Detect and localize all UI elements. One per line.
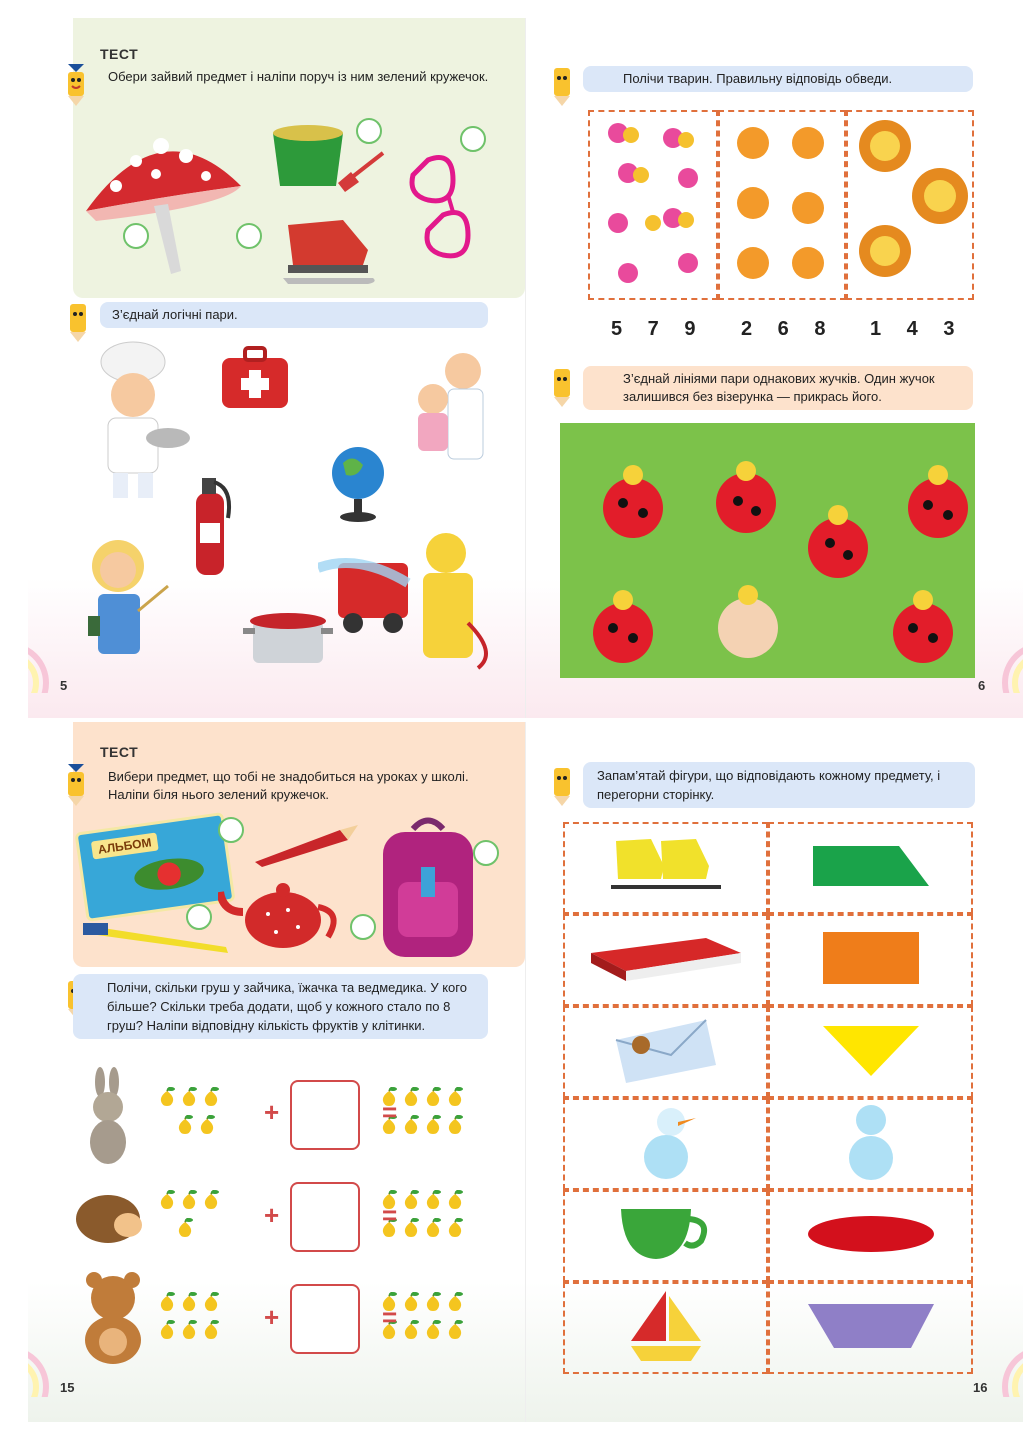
shape-cell: [768, 822, 973, 914]
pear-icon: [180, 1320, 198, 1340]
sticker-circle[interactable]: [218, 817, 244, 843]
red-pencil-icon: [250, 822, 360, 867]
page-gutter: [525, 18, 526, 718]
glasses-icon: [408, 150, 498, 270]
task-instruction: Обери зайвий предмет і наліпи поруч із ним зелений кружечок.: [108, 69, 489, 84]
pear-icon: [424, 1218, 442, 1238]
corner-flower-icon: [993, 1347, 1023, 1397]
object-cell: [563, 1098, 768, 1190]
task-instruction: З’єднай лініями пари однакових жучків. Один жучок залишився без візерунка — прикрась його.: [583, 366, 973, 410]
page-gutter: [525, 722, 526, 1422]
bear-icon: [78, 1270, 148, 1365]
answer-cell[interactable]: [290, 1182, 360, 1252]
plus-sign: +: [264, 1302, 280, 1332]
pear-icon: [158, 1190, 176, 1210]
pear-icon: [424, 1292, 442, 1312]
pear-icon: [202, 1087, 220, 1107]
orange-rectangle-shape: [821, 930, 921, 991]
count-options[interactable]: 1 4 3: [870, 318, 965, 340]
pear-icon: [198, 1115, 216, 1135]
shape-cell: [768, 1190, 973, 1282]
squirrels-icon: [723, 113, 843, 293]
pencil-mascot-icon: [546, 62, 578, 106]
sticker-circle[interactable]: [236, 223, 262, 249]
top-spread: [28, 18, 1023, 718]
equals-sign: =: [382, 1200, 398, 1230]
skates-icon: [606, 831, 726, 906]
object-cell: [563, 1282, 768, 1374]
count-options[interactable]: 5 7 9: [611, 318, 706, 340]
pear-icon: [446, 1320, 464, 1340]
pear-icon: [158, 1320, 176, 1340]
book-icon: [586, 933, 746, 988]
pencil-mascot-icon: [60, 62, 92, 106]
object-cell: [563, 822, 768, 914]
pear-icon: [424, 1115, 442, 1135]
globe-icon: [328, 443, 388, 523]
test-label: ТЕСТ: [100, 744, 139, 760]
pencil-mascot-icon: [546, 762, 578, 806]
answer-cell[interactable]: [290, 1080, 360, 1150]
strawberries-icon: [132, 854, 205, 893]
yellow-triangle-shape: [821, 1022, 921, 1083]
pear-icon: [402, 1190, 420, 1210]
sticker-circle[interactable]: [473, 840, 499, 866]
pencil-mascot-icon: [546, 363, 578, 407]
pear-icon: [176, 1218, 194, 1238]
hedgehog-icon: [73, 1187, 148, 1247]
pear-icon: [402, 1292, 420, 1312]
sticker-circle[interactable]: [123, 223, 149, 249]
sailboat-icon: [621, 1286, 711, 1371]
pear-icon: [446, 1190, 464, 1210]
corner-flower-icon: [993, 643, 1023, 693]
red-oval-shape: [806, 1214, 936, 1259]
test-label: ТЕСТ: [100, 46, 139, 62]
cup-icon: [611, 1199, 721, 1274]
equals-sign: =: [382, 1302, 398, 1332]
snowman-icon: [626, 1102, 706, 1187]
shape-cell: [768, 1006, 973, 1098]
pear-icon: [446, 1115, 464, 1135]
album-label: АЛЬБОМ: [91, 833, 159, 860]
chef-icon: [83, 340, 193, 505]
answer-cell[interactable]: [290, 1284, 360, 1354]
pencil-mascot-icon: [62, 298, 94, 342]
page-number: 6: [978, 678, 986, 693]
pear-icon: [180, 1190, 198, 1210]
object-cell: [563, 1190, 768, 1282]
count-options[interactable]: 2 6 8: [741, 318, 836, 340]
sticker-circle[interactable]: [460, 126, 486, 152]
pear-icon: [180, 1292, 198, 1312]
corner-flower-icon: [28, 1347, 58, 1397]
pencil-mascot-icon: [60, 762, 92, 806]
shape-cell: [768, 914, 973, 1006]
plus-sign: +: [264, 1200, 280, 1230]
task-instruction: Вибери предмет, що тобі не знадобиться на уроках у школі. Наліпи біля нього зелений кружечок.: [108, 769, 469, 802]
pear-icon: [158, 1087, 176, 1107]
shovel-icon: [333, 148, 388, 193]
pear-icon: [402, 1218, 420, 1238]
pear-icon: [424, 1087, 442, 1107]
first-aid-kit-icon: [220, 343, 290, 413]
page-number: 16: [973, 1380, 988, 1395]
bottom-spread: [28, 722, 1023, 1422]
plus-sign: +: [264, 1097, 280, 1127]
pear-icon: [446, 1292, 464, 1312]
pear-icon: [402, 1115, 420, 1135]
pear-icon: [176, 1115, 194, 1135]
ice-skate-icon: [273, 210, 383, 290]
shape-cell: [768, 1282, 973, 1374]
equals-sign: =: [382, 1097, 398, 1127]
pear-icon: [202, 1190, 220, 1210]
nurse-patient-icon: [398, 341, 498, 471]
task-instruction: Полічи, скільки груш у зайчика, їжачка та ведмедика. У кого більше? Скільки треба додати, щоб у кожного стало по 8 груш? Наліпи відповідну кількість фруктів у клітинки.: [73, 974, 488, 1039]
pear-icon: [424, 1320, 442, 1340]
pear-icon: [180, 1087, 198, 1107]
blue-circles-shape: [841, 1102, 901, 1187]
pen-icon: [78, 917, 238, 957]
mushroom-icon: [76, 116, 246, 276]
pear-icon: [446, 1087, 464, 1107]
page-number: 15: [60, 1380, 75, 1395]
object-cell: [563, 1006, 768, 1098]
butterflies-icon: [593, 113, 713, 293]
corner-flower-icon: [28, 643, 58, 693]
shape-cell: [768, 1098, 973, 1190]
bunny-icon: [78, 1067, 138, 1167]
fire-extinguisher-icon: [178, 468, 238, 578]
envelope-icon: [611, 1015, 721, 1090]
teacher-icon: [78, 536, 173, 676]
task-instruction: Полічи тварин. Правильну відповідь обведи.: [583, 66, 973, 92]
backpack-icon: [373, 817, 483, 962]
page-number: 5: [60, 678, 68, 693]
pear-icon: [202, 1320, 220, 1340]
pear-icon: [402, 1320, 420, 1340]
firefighter-icon: [318, 523, 498, 673]
task-instruction: З’єднай логічні пари.: [100, 302, 488, 328]
pear-icon: [402, 1087, 420, 1107]
task-instruction: Запам’ятай фігури, що відповідають кожному предмету, і перегорни сторінку.: [583, 762, 975, 808]
ladybugs-icon: [568, 443, 968, 673]
purple-trapezoid-shape: [806, 1301, 936, 1356]
green-trapezoid-shape: [811, 841, 931, 896]
pear-icon: [202, 1292, 220, 1312]
pear-icon: [158, 1292, 176, 1312]
sticker-circle[interactable]: [356, 118, 382, 144]
lions-icon: [850, 116, 972, 296]
object-cell: [563, 914, 768, 1006]
pear-icon: [424, 1190, 442, 1210]
pear-icon: [446, 1218, 464, 1238]
